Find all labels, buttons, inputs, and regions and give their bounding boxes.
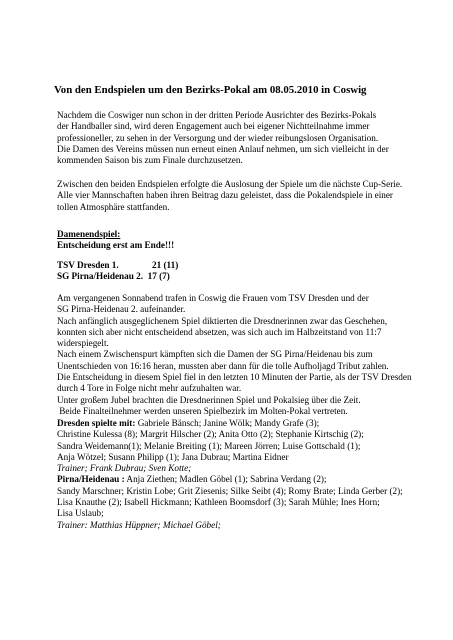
section-heading-block — [57, 229, 449, 252]
intro-line: Die Damen des Vereins müssen nun erneut einen Anlauf nehmen, um sich vielleicht in der — [57, 143, 389, 154]
report-line: konnten sich aber nicht entscheidend absetzen, was sich auch im Halbzeitstand von 11:7 — [57, 326, 382, 337]
section-subheading: Entscheidung erst am Ende!!! — [57, 240, 175, 251]
report-line: durch 4 Tore in Folge nicht mehr aufzuhalten war. — [57, 383, 242, 394]
intro-line: Nachdem die Coswiger nun schon in der dritten Periode Ausrichter des Bezirks-Pokals — [57, 110, 377, 120]
report-line: SG Pirna-Heidenau 2. aufeinander. — [57, 304, 186, 315]
pirna-lineup-first-line — [57, 474, 449, 485]
team2-name: SG Pirna/Heidenau 2. — [57, 271, 144, 282]
report-line: Am vergangenen Sonnabend trafen in Coswig die Frauen vom TSV Dresden und der — [57, 293, 369, 303]
pirna-players-first: Anja Ziethen; Madlen Göbel (1); Sabrina Verdang (2); — [124, 474, 327, 485]
draw-line: Alle vier Mannschaften haben ihren Beitrag dazu geleistet, dass die Pokalendspiele in einer — [57, 190, 393, 201]
pirna-players-line: Lisa Uslaub; — [57, 508, 104, 519]
draw-paragraph — [57, 179, 449, 213]
report-line: Nach anfänglich ausgeglichenem Spiel diktierten die Dresdnerinnen zwar das Geschehen, — [57, 315, 388, 326]
team2-score: 17 (7) — [147, 271, 170, 282]
document-title: Von den Endspielen um den Bezirks-Pokal am 08.05.2010 in Coswig — [54, 84, 367, 96]
lineups — [57, 418, 449, 531]
intro-line: der Handballer sind, wird deren Engagement auch bei eigener Nichtteilnahme immer — [57, 121, 370, 132]
dresden-trainer: Trainer; Frank Dubrau; Sven Kotte; — [57, 463, 192, 474]
dresden-players-line: Christine Kulessa (8); Margrit Hilscher (2); Anita Otto (2); Stephanie Kirtschig (2); — [57, 429, 364, 440]
match-result — [57, 260, 449, 283]
pirna-trainer: Trainer: Matthias Hüppner; Michael Göbel; — [57, 519, 221, 530]
intro-paragraph — [57, 110, 449, 166]
pirna-players-line: Sandy Marschner; Kristin Lobe; Grit Ziesenis; Silke Seibt (4); Romy Brate; Linda Gerber (2); — [57, 485, 403, 496]
team1-score: 21 (11) — [152, 260, 179, 270]
dresden-lineup-first-line — [57, 418, 449, 429]
dresden-players-line: Anja Wötzel; Susann Philipp (1); Jana Dubrau; Martina Eidner — [57, 451, 289, 462]
intro-line: kommenden Saison bis zum Finale durchzusetzen. — [57, 155, 243, 166]
draw-line: tollen Atmosphäre stattfanden. — [57, 201, 170, 212]
pirna-players-line: Lisa Knauthe (2); Isabell Hickmann; Kathleen Boomsdorf (3); Sarah Mühle; Ines Horn; — [57, 497, 380, 508]
report-line: Unter großem Jubel brachten die Dresdnerinnen Spiel und Pokalsieg über die Zeit. — [57, 394, 361, 405]
result-row-team2 — [57, 271, 449, 282]
report-line: widerspiegelt. — [57, 338, 109, 349]
dresden-players-first: Gabriele Bänsch; Janine Wölk; Mandy Grafe (3); — [135, 418, 320, 428]
pirna-label: Pirna/Heidenau : — [57, 474, 125, 485]
draw-line: Zwischen den beiden Endspielen erfolgte die Auslosung der Spiele um die nächste Cup-Serie. — [57, 179, 403, 189]
dresden-players-line: Sandra Weidemann(1); Melanie Breiting (1); Mareen Jörren; Luise Gottschald (1); — [57, 440, 361, 451]
result-row-team1 — [57, 260, 449, 271]
report-line: Beide Finalteilnehmer werden unseren Spielbezirk im Molten-Pokal vertreten. — [57, 405, 348, 416]
report-line: Nach einem Zwischenspurt kämpften sich die Damen der SG Pirna/Heidenau bis zum — [57, 349, 373, 360]
report-line: Die Entscheidung in diesem Spiel fiel in den letzten 10 Minuten der Partie, als der TSV Dresden — [57, 372, 412, 383]
match-report — [57, 293, 449, 417]
dresden-label: Dresden spielte mit: — [57, 418, 136, 428]
section-heading: Damenendspiel: — [57, 229, 121, 239]
team1-name: TSV Dresden 1. — [57, 260, 119, 270]
intro-line: professioneller, zu sehen in der Versorgung und der wieder reibungslosen Organisation. — [57, 132, 379, 143]
report-line: Unentschieden von 16:16 heran, mussten aber dann für die tolle Aufholjagd Tribut zahlen. — [57, 360, 389, 371]
